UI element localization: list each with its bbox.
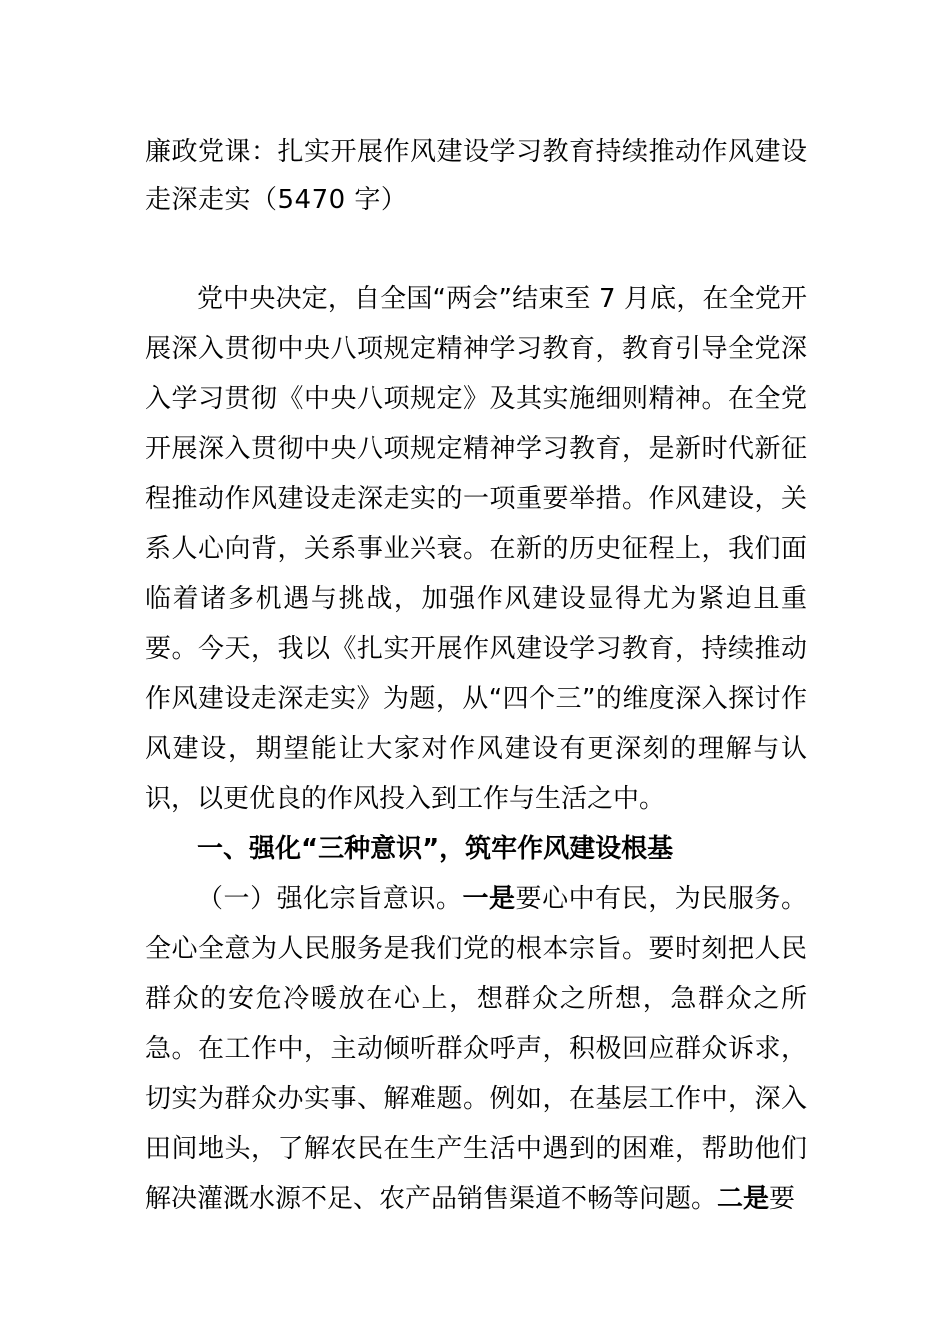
subsection-label: （一）强化宗旨意识。: [197, 884, 463, 914]
point-lead-2: 二是: [717, 1184, 770, 1214]
document-body: [145, 274, 807, 1224]
point-lead-1: 一是: [462, 884, 516, 914]
intro-paragraph: 党中央决定，自全国“两会”结束至 7 月底，在全党开展深入贯彻中央八项规定精神学习教育，教育引导全党深入学习贯彻《中央八项规定》及其实施细则精神。在全党开展深入贯彻中央八项规定精神学习教育，是新时代新征程推动作风建设走深走实的一项重要举措。作风建设，关系人心向背，关系事业兴衰。在新的历史征程上，我们面临着诸多机遇与挑战，加强作风建设显得尤为紧迫且重要。今天，我以《扎实开展作风建设学习教育，持续推动作风建设走深走实》为题，从“四个三”的维度深入探讨作风建设，期望能让大家对作风建设有更深刻的理解与认识，以更优良的作风投入到工作与生活之中。: [145, 284, 807, 814]
section-heading: 一、强化“三种意识”，筑牢作风建设根基: [197, 834, 674, 864]
subsection-paragraph: [145, 874, 807, 1224]
point-text-2: 要: [769, 1184, 796, 1214]
point-text-1: 要心中有民，为民服务。全心全意为人民服务是我们党的根本宗旨。要时刻把人民群众的安危冷暖放在心上，想群众之所想，急群众之所急。在工作中，主动倾听群众呼声，积极回应群众诉求，切实为群众办实事、解难题。例如，在基层工作中，深入田间地头，了解农民在生产生活中遇到的困难，帮助他们解决灌溉水源不足、农产品销售渠道不畅等问题。: [145, 884, 807, 1214]
document-title: 廉政党课：扎实开展作风建设学习教育持续推动作风建设走深走实（5470 字）: [145, 137, 808, 215]
